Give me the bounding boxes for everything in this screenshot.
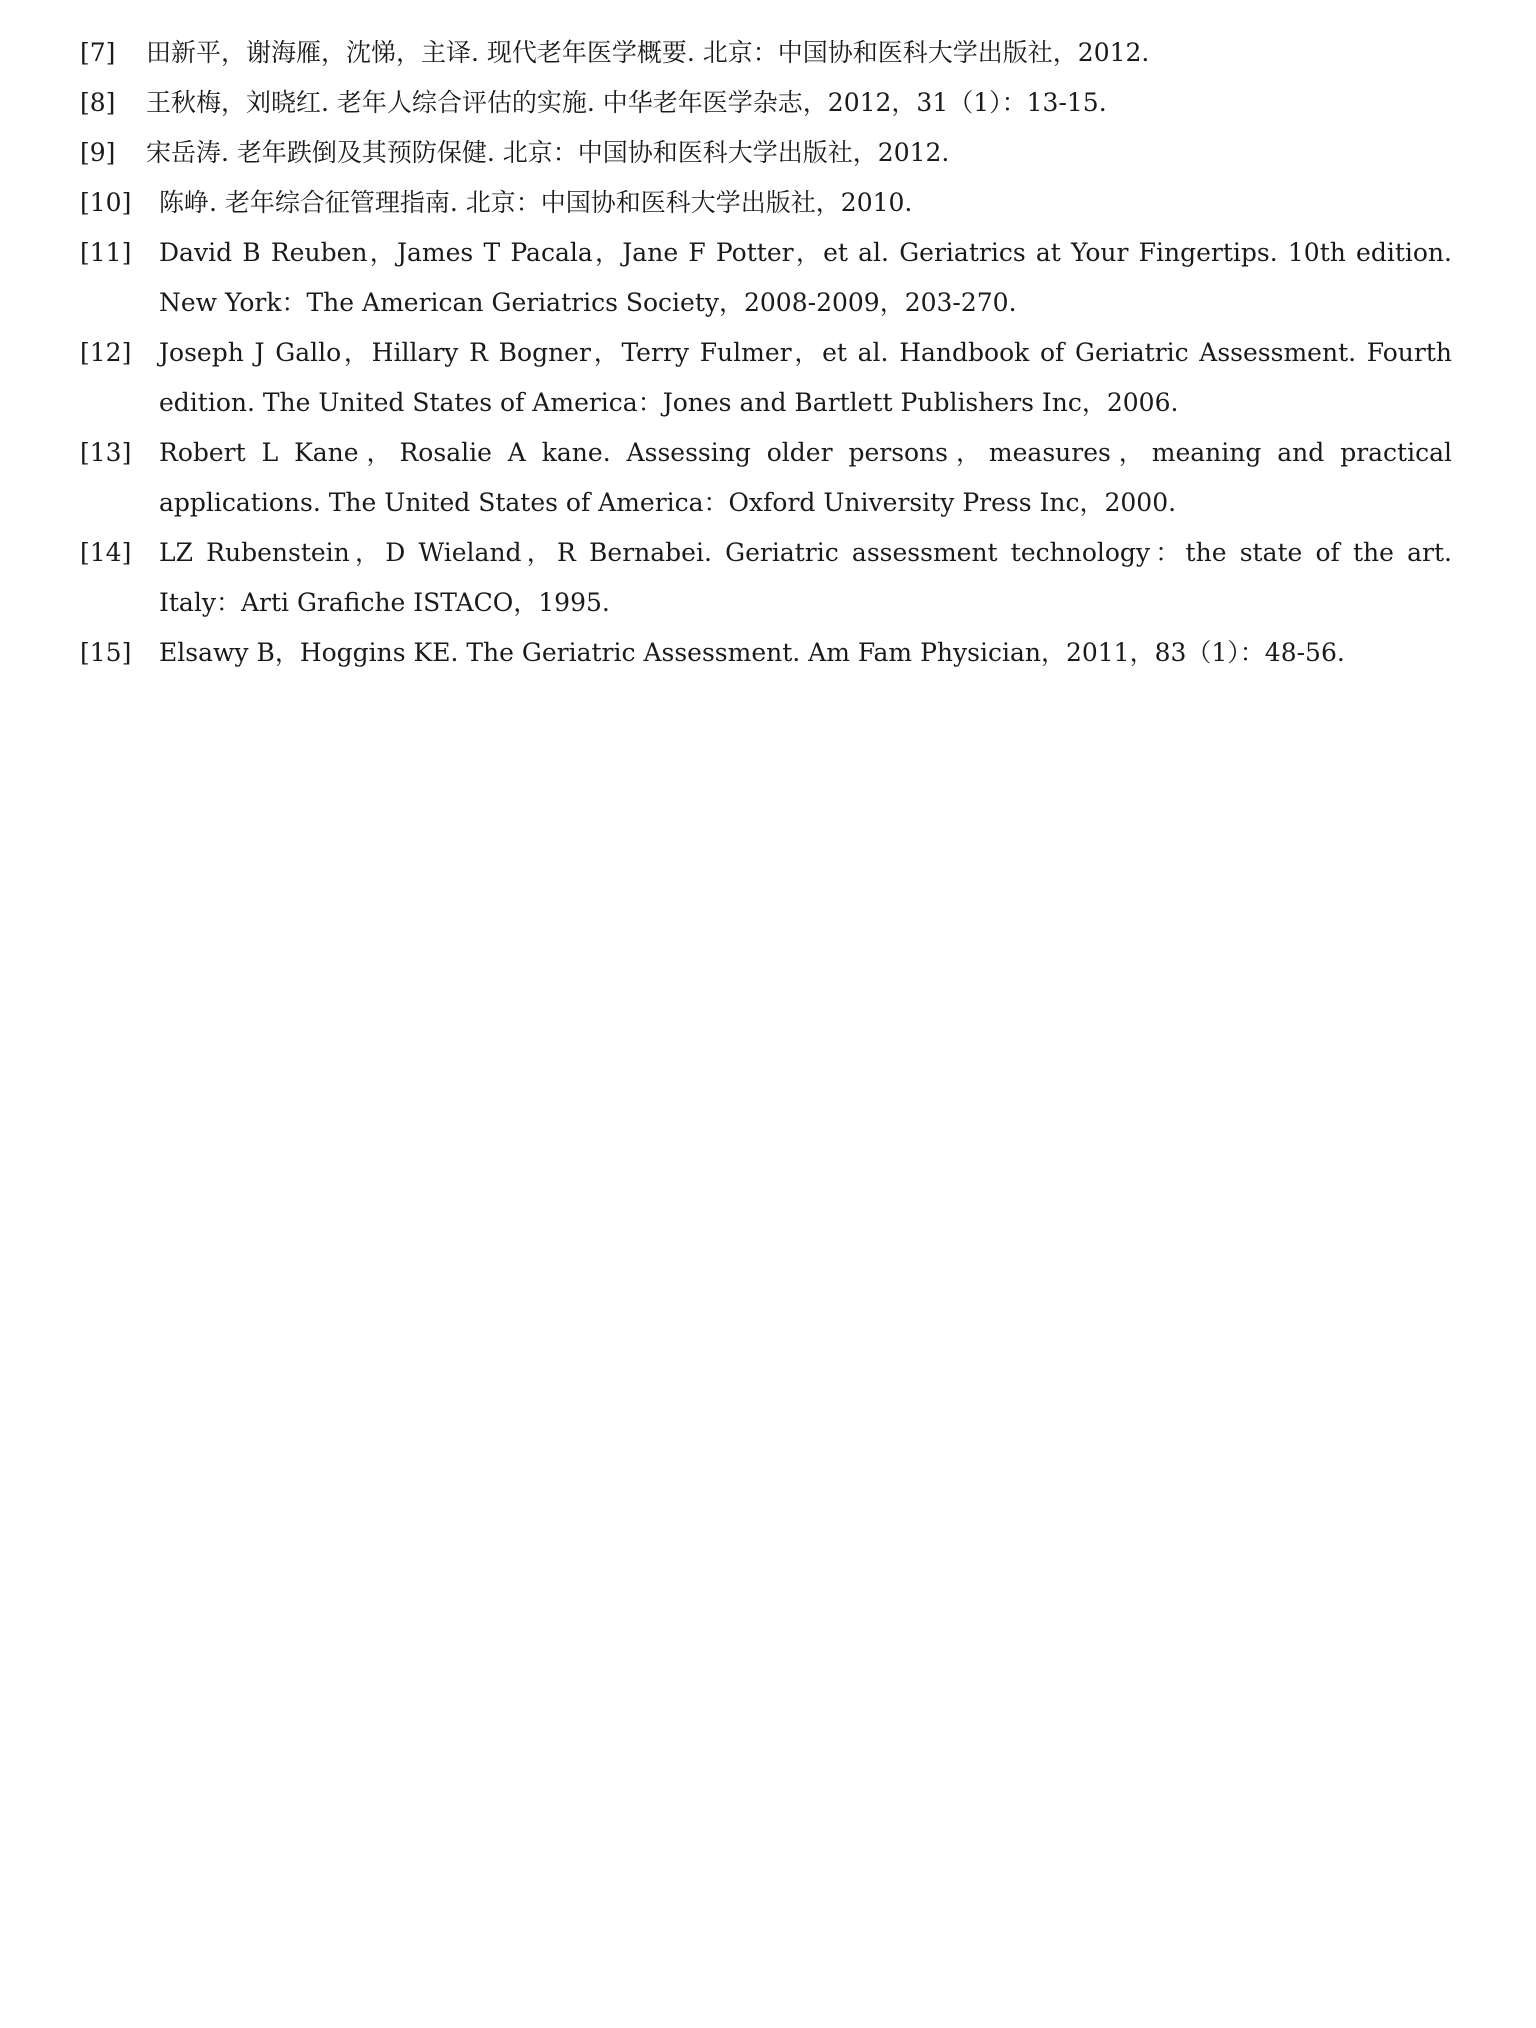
reference-item (80, 428, 1452, 528)
reference-number: [8] (80, 88, 116, 117)
reference-number: [9] (80, 138, 116, 167)
reference-text: 王秋梅，刘晓红. 老年人综合评估的实施. 中华老年医学杂志，2012，31（1）：13-15. (146, 88, 1107, 117)
reference-text: David B Reuben，James T Pacala，Jane F Potter，et al. Geriatrics at Your Fingertips. 10th edition. New York：The American Geriatrics Society，2008-2009，203-270. (159, 238, 1452, 317)
reference-number: [12] (80, 338, 132, 367)
reference-text: 田新平，谢海雁，沈悌，主译. 现代老年医学概要. 北京：中国协和医科大学出版社，2012. (146, 38, 1150, 67)
reference-item (80, 178, 1452, 228)
reference-item (80, 78, 1452, 128)
reference-text: LZ Rubenstein，D Wieland，R Bernabei. Geriatric assessment technology：the state of the art. Italy：Arti Grafiche ISTACO，1995. (159, 538, 1452, 617)
reference-number: [14] (80, 538, 132, 567)
reference-text: Elsawy B，Hoggins KE. The Geriatric Assessment. Am Fam Physician，2011，83（1）：48-56. (159, 638, 1345, 667)
reference-item (80, 228, 1452, 328)
reference-number: [11] (80, 238, 132, 267)
reference-item (80, 128, 1452, 178)
reference-list (80, 28, 1452, 678)
reference-item (80, 28, 1452, 78)
reference-number: [13] (80, 438, 132, 467)
reference-item (80, 628, 1452, 678)
reference-item (80, 528, 1452, 628)
reference-item (80, 328, 1452, 428)
reference-text: 宋岳涛. 老年跌倒及其预防保健. 北京：中国协和医科大学出版社，2012. (146, 138, 950, 167)
reference-text: 陈峥. 老年综合征管理指南. 北京：中国协和医科大学出版社，2010. (159, 188, 913, 217)
reference-number: [15] (80, 638, 132, 667)
reference-number: [10] (80, 188, 132, 217)
reference-text: Joseph J Gallo，Hillary R Bogner，Terry Fulmer，et al. Handbook of Geriatric Assessment. Fourth edition. The United States of America：Jones and Bartlett Publishers Inc，2006. (159, 338, 1452, 417)
reference-number: [7] (80, 38, 116, 67)
reference-text: Robert L Kane，Rosalie A kane. Assessing older persons，measures，meaning and practical applications. The United States of America：Oxford University Press Inc，2000. (159, 438, 1452, 517)
